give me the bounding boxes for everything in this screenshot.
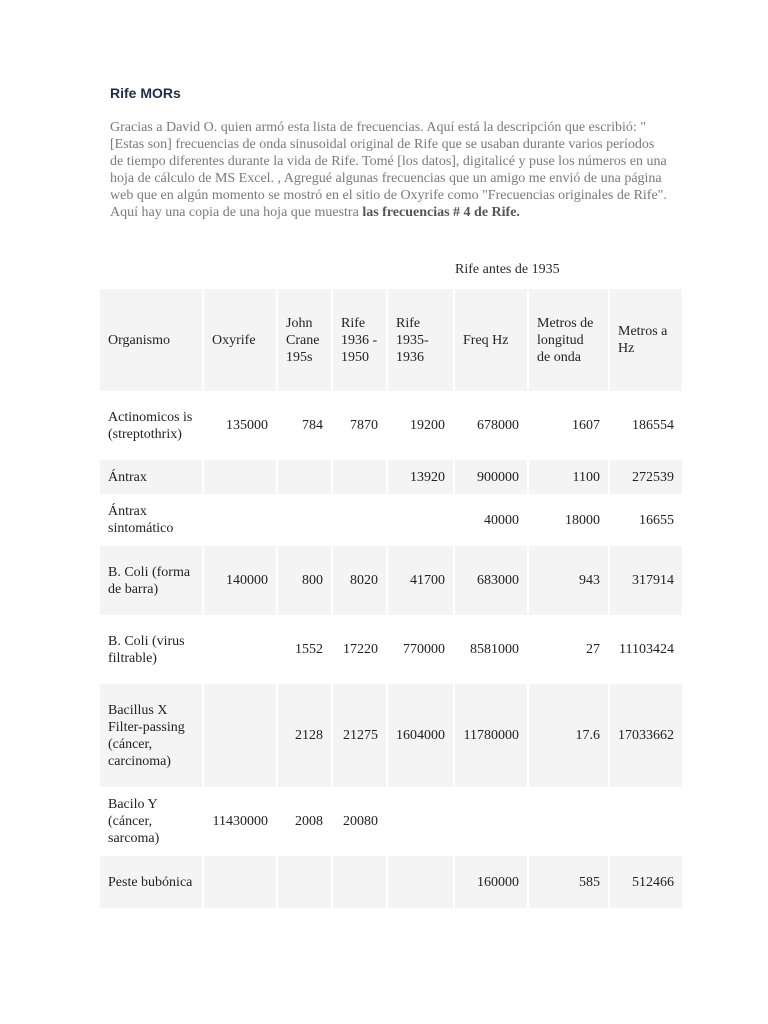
table-row	[100, 460, 682, 494]
cell-metros-hz: 317914	[610, 546, 682, 615]
cell-oxyrife	[204, 460, 276, 494]
cell-metros-onda: 1100	[529, 460, 608, 494]
cell-metros-hz: 272539	[610, 460, 682, 494]
header-freq-hz: Freq Hz	[455, 289, 527, 391]
cell-metros-onda: 18000	[529, 494, 608, 546]
cell-freq-hz: 900000	[455, 460, 527, 494]
cell-john-crane: 800	[278, 546, 331, 615]
cell-oxyrife	[204, 615, 276, 684]
cell-oxyrife: 135000	[204, 391, 276, 460]
table-row	[100, 494, 682, 546]
cell-metros-onda: 17.6	[529, 684, 608, 787]
table-body	[100, 391, 682, 908]
cell-freq-hz: 160000	[455, 856, 527, 908]
cell-oxyrife: 140000	[204, 546, 276, 615]
cell-freq-hz: 11780000	[455, 684, 527, 787]
cell-organismo: B. Coli (virus filtrable)	[100, 615, 202, 684]
cell-rife-1935-1936	[388, 787, 453, 856]
cell-rife-1935-1936: 770000	[388, 615, 453, 684]
table-row	[100, 615, 682, 684]
cell-john-crane: 1552	[278, 615, 331, 684]
cell-john-crane: 784	[278, 391, 331, 460]
cell-rife-1935-1936	[388, 494, 453, 546]
intro-text: Gracias a David O. quien armó esta lista de frecuencias. Aquí está la descripción que escribió: "[Estas son] frecuencias de onda sinusoidal original de Rife que se usaban durante varios períodos de tiempo diferentes durante la vida de Rife. Tomé [los datos], digitalicé y puse los números en una hoja de cálculo de MS Excel. , Agregué algunas frecuencias que un amigo me envió de una página web que en algún momento se mostró en el sitio de Oxyrife como "Frecuencias originales de Rife". Aquí hay una copia de una hoja que muestra	[110, 120, 667, 220]
intro-paragraph	[110, 119, 670, 221]
page-title: Rife MORs	[110, 85, 181, 101]
cell-freq-hz: 8581000	[455, 615, 527, 684]
cell-john-crane: 2128	[278, 684, 331, 787]
table-row	[100, 856, 682, 908]
table-header	[100, 289, 682, 391]
cell-john-crane	[278, 856, 331, 908]
cell-rife-1935-1936: 19200	[388, 391, 453, 460]
cell-metros-onda	[529, 787, 608, 856]
cell-rife-1935-1936	[388, 856, 453, 908]
cell-metros-hz: 512466	[610, 856, 682, 908]
table-caption: Rife antes de 1935	[455, 262, 560, 277]
cell-freq-hz: 678000	[455, 391, 527, 460]
cell-rife-1936-1950	[333, 494, 386, 546]
intro-bold-text: las frecuencias # 4 de Rife.	[362, 205, 520, 220]
cell-metros-onda: 585	[529, 856, 608, 908]
cell-oxyrife	[204, 684, 276, 787]
cell-john-crane	[278, 460, 331, 494]
header-row	[100, 289, 682, 391]
cell-john-crane	[278, 494, 331, 546]
cell-rife-1936-1950: 21275	[333, 684, 386, 787]
cell-rife-1936-1950: 20080	[333, 787, 386, 856]
cell-metros-hz: 16655	[610, 494, 682, 546]
cell-oxyrife	[204, 856, 276, 908]
table-row	[100, 391, 682, 460]
header-john-crane: John Crane 195s	[278, 289, 331, 391]
cell-rife-1936-1950: 8020	[333, 546, 386, 615]
cell-freq-hz: 40000	[455, 494, 527, 546]
cell-organismo: Ántrax	[100, 460, 202, 494]
cell-metros-onda: 27	[529, 615, 608, 684]
cell-rife-1936-1950	[333, 856, 386, 908]
cell-oxyrife	[204, 494, 276, 546]
cell-metros-onda: 1607	[529, 391, 608, 460]
header-rife-1935-1936: Rife 1935-1936	[388, 289, 453, 391]
cell-freq-hz	[455, 787, 527, 856]
cell-rife-1935-1936: 13920	[388, 460, 453, 494]
cell-rife-1936-1950	[333, 460, 386, 494]
header-rife-1936-1950: Rife 1936 - 1950	[333, 289, 386, 391]
cell-organismo: B. Coli (forma de barra)	[100, 546, 202, 615]
cell-organismo: Actinomicos is (streptothrix)	[100, 391, 202, 460]
table-row	[100, 787, 682, 856]
cell-organismo: Ántrax sintomático	[100, 494, 202, 546]
cell-metros-hz: 17033662	[610, 684, 682, 787]
cell-metros-hz: 11103424	[610, 615, 682, 684]
cell-oxyrife: 11430000	[204, 787, 276, 856]
cell-rife-1936-1950: 7870	[333, 391, 386, 460]
table-row	[100, 546, 682, 615]
header-metros-onda: Metros de longitud de onda	[529, 289, 608, 391]
frequency-table	[98, 289, 684, 908]
header-oxyrife: Oxyrife	[204, 289, 276, 391]
cell-organismo: Peste bubónica	[100, 856, 202, 908]
cell-rife-1935-1936: 1604000	[388, 684, 453, 787]
cell-metros-hz	[610, 787, 682, 856]
cell-metros-hz: 186554	[610, 391, 682, 460]
header-metros-hz: Metros a Hz	[610, 289, 682, 391]
header-organismo: Organismo	[100, 289, 202, 391]
cell-organismo: Bacillus X Filter-passing (cáncer, carcinoma)	[100, 684, 202, 787]
cell-rife-1935-1936: 41700	[388, 546, 453, 615]
cell-freq-hz: 683000	[455, 546, 527, 615]
cell-organismo: Bacilo Y (cáncer, sarcoma)	[100, 787, 202, 856]
cell-rife-1936-1950: 17220	[333, 615, 386, 684]
cell-metros-onda: 943	[529, 546, 608, 615]
cell-john-crane: 2008	[278, 787, 331, 856]
table-row	[100, 684, 682, 787]
